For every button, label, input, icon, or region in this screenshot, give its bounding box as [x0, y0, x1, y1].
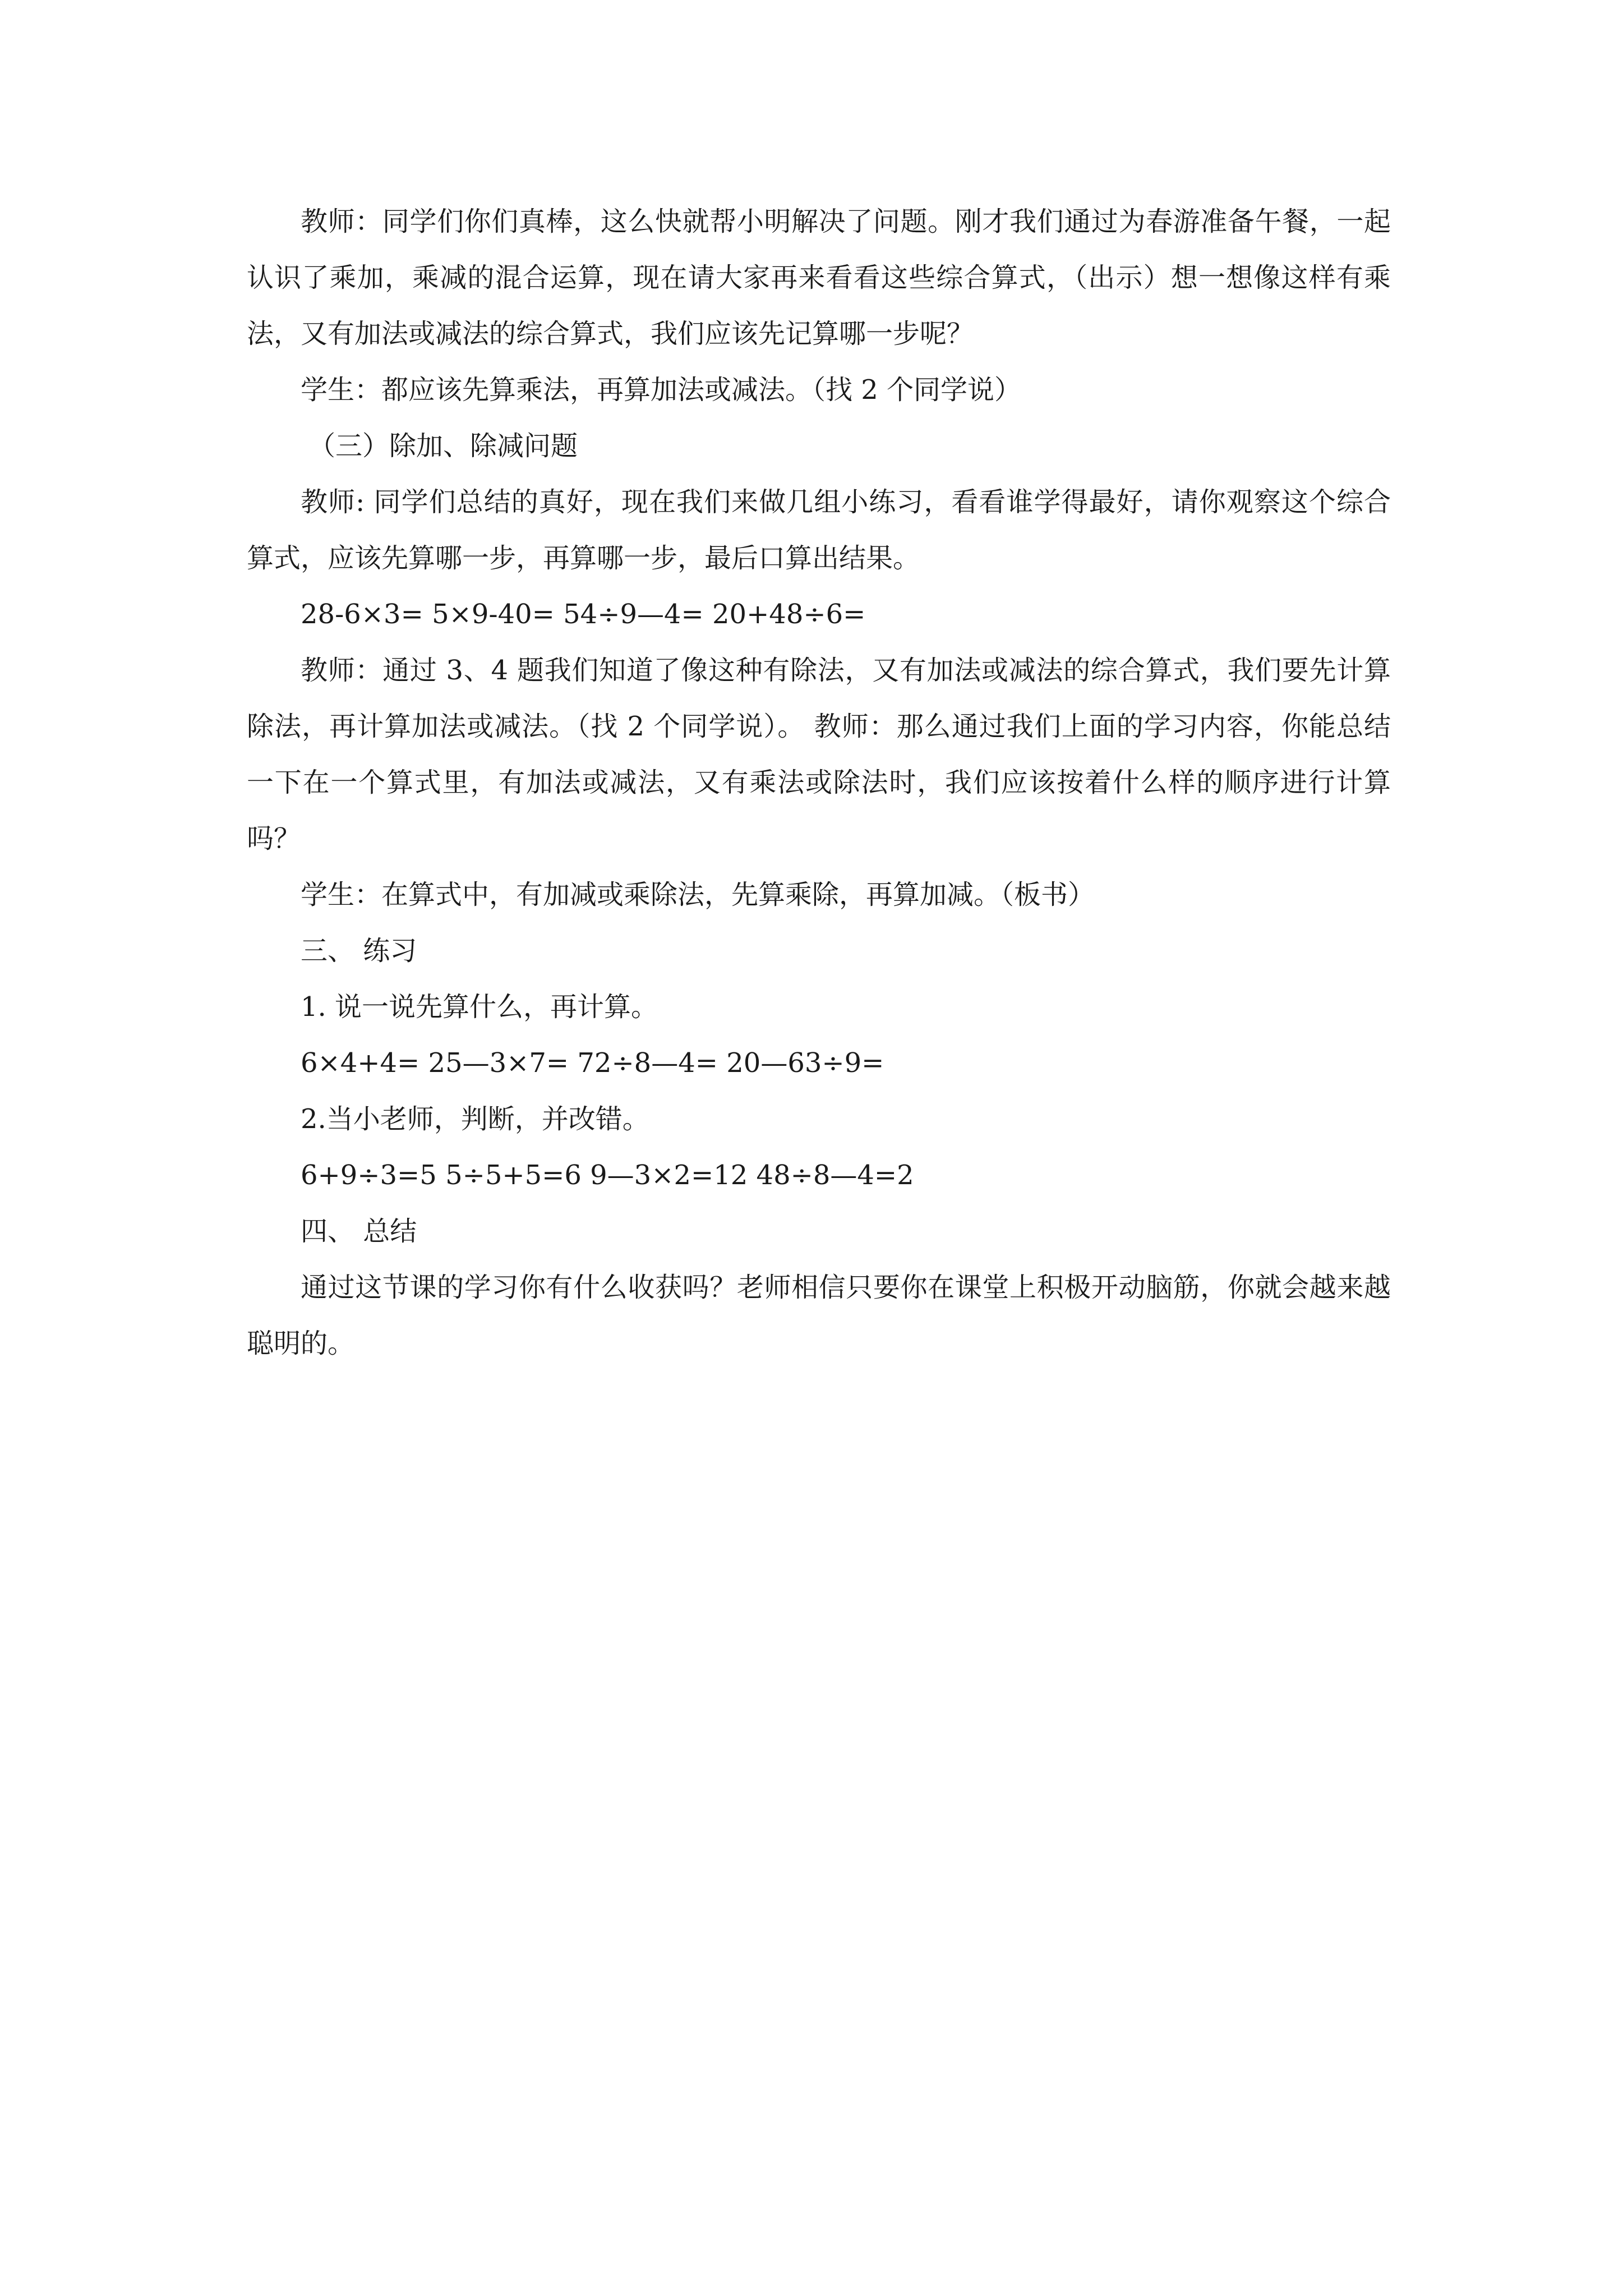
- paragraph-student-answer: 学生：都应该先算乘法，再算加法或减法。（找 2 个同学说）: [301, 374, 1022, 406]
- practice-formulas-1: 6×4+4= 25—3×7= 72÷8—4= 20—63÷9=: [301, 1047, 884, 1079]
- document-body: [247, 194, 1391, 1372]
- practice-formulas-2: 6+9÷3=5 5÷5+5=6 9—3×2=12 48÷8—4=2: [301, 1159, 914, 1191]
- practice-item-2: 2.当小老师，判断，并改错。: [301, 1103, 649, 1135]
- paragraph-summary: 通过这节课的学习你有什么收获吗？老师相信只要你在课堂上积极开动脑筋，你就会越来越聪明的。: [247, 1272, 1391, 1359]
- section-heading-division: （三）除加、除减问题: [308, 430, 578, 462]
- paragraph-student-answer-2: 学生：在算式中，有加减或乘除法，先算乘除，再算加减。（板书）: [301, 879, 1095, 910]
- section-heading-practice: 三、 练习: [301, 935, 417, 967]
- practice-item-1: 1. 说一说先算什么，再计算。: [301, 991, 658, 1023]
- paragraph-teacher-summary: 教师：同学们你们真棒，这么快就帮小明解决了问题。刚才我们通过为春游准备午餐，一起认识了乘加，乘减的混合运算，现在请大家再来看看这些综合算式，（出示）想一想像这样有乘法，又有加法或减法的综合算式，我们应该先记算哪一步呢？: [247, 206, 1391, 349]
- exercise-formulas: 28-6×3= 5×9-40= 54÷9—4= 20+48÷6=: [301, 599, 866, 630]
- section-heading-summary: 四、 总结: [301, 1216, 417, 1247]
- paragraph-teacher-exercise: 教师: 同学们总结的真好，现在我们来做几组小练习，看看谁学得最好，请你观察这个综合算式，应该先算哪一步，再算哪一步，最后口算出结果。: [247, 486, 1391, 574]
- paragraph-teacher-conclusion: 教师：通过 3、4 题我们知道了像这种有除法，又有加法或减法的综合算式，我们要先计算除法，再计算加法或减法。（找 2 个同学说）。 教师：那么通过我们上面的学习内容，你能总结一下在一个算式里，有加法或减法，又有乘法或除法时，我们应该按着什么样的顺序进行计算吗？: [247, 655, 1391, 854]
